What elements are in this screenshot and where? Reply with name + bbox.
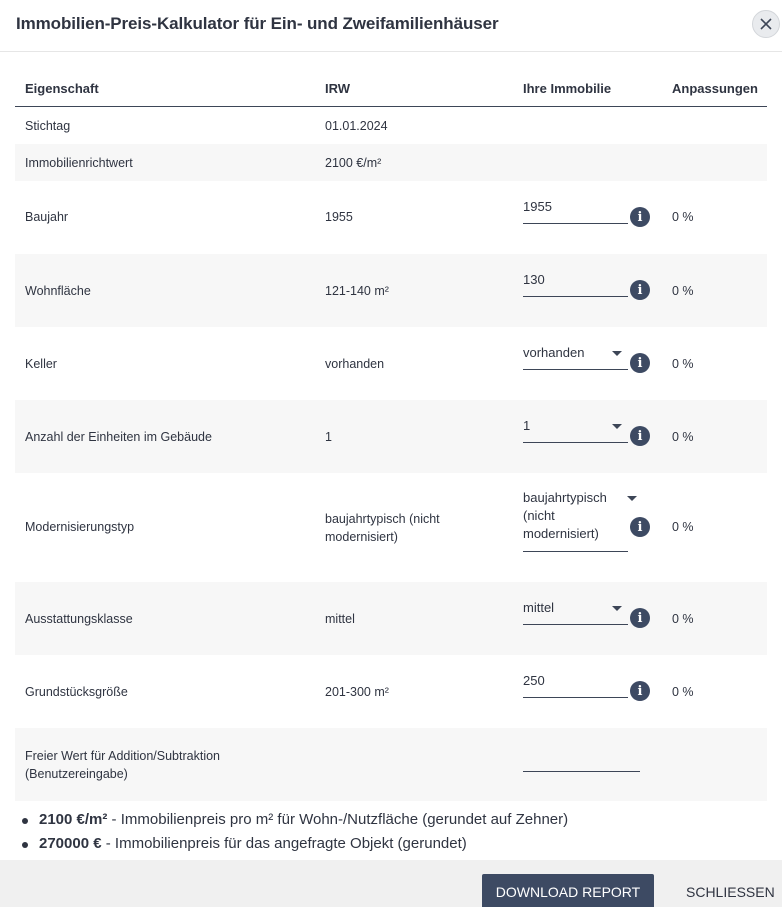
chevron-down-icon: [612, 424, 622, 429]
download-report-button[interactable]: DOWNLOAD REPORT: [482, 874, 654, 907]
adjustment-value: 0 %: [672, 284, 694, 298]
grundstueck-input[interactable]: [523, 672, 628, 698]
irw-value: 121-140 m²: [325, 284, 389, 298]
summary-value: 2100 €/m²: [39, 811, 108, 828]
dialog-footer: [0, 860, 782, 907]
adjustment-value: 0 %: [672, 210, 694, 224]
irw-value: baujahrtypisch (nicht modernisiert): [325, 512, 440, 544]
list-item: [22, 834, 568, 858]
table-header: [15, 70, 767, 107]
property-label: Grundstücksgröße: [25, 685, 128, 699]
info-icon[interactable]: i: [630, 207, 650, 227]
property-label: Freier Wert für Addition/Subtraktion (Benutzereingabe): [25, 749, 220, 781]
property-label: Anzahl der Einheiten im Gebäude: [25, 430, 212, 444]
adjustment-value: 0 %: [672, 357, 694, 371]
info-icon[interactable]: i: [630, 517, 650, 537]
baujahr-input[interactable]: [523, 198, 628, 224]
header-adjustments: Anpassungen: [672, 81, 758, 96]
select-value: 1: [523, 418, 531, 433]
info-icon[interactable]: i: [630, 426, 650, 446]
property-label: Ausstattungsklasse: [25, 612, 133, 626]
header-property: Eigenschaft: [25, 81, 99, 96]
list-item: [22, 810, 568, 834]
table-row: [15, 254, 767, 327]
irw-value: 2100 €/m²: [325, 156, 382, 170]
table-row: [15, 655, 767, 728]
table-row: [15, 728, 767, 801]
price-summary: [22, 810, 568, 858]
property-label: Wohnfläche: [25, 284, 91, 298]
select-value: baujahrtypisch (nicht modernisiert): [523, 490, 607, 541]
adjustment-value: 0 %: [672, 685, 694, 699]
select-value: vorhanden: [523, 345, 585, 360]
wohnflaeche-input[interactable]: [523, 271, 628, 297]
input-value: 1955: [523, 199, 552, 214]
property-label: Baujahr: [25, 210, 69, 224]
property-label: Modernisierungstyp: [25, 520, 135, 534]
header-irw: IRW: [325, 81, 351, 96]
irw-value: mittel: [325, 612, 355, 626]
keller-select[interactable]: [523, 344, 628, 370]
einheiten-select[interactable]: [523, 417, 628, 443]
close-button[interactable]: [752, 10, 780, 38]
modernisierung-select[interactable]: [523, 489, 628, 552]
adjustment-value: 0 %: [672, 612, 694, 626]
close-icon: [760, 18, 772, 30]
summary-value: 270000 €: [39, 835, 102, 852]
dialog-header: [0, 0, 782, 52]
info-icon[interactable]: i: [630, 608, 650, 628]
property-label: Immobilienrichtwert: [25, 156, 133, 170]
chevron-down-icon: [612, 351, 622, 356]
input-value: 250: [523, 673, 545, 688]
info-icon[interactable]: i: [630, 681, 650, 701]
calculator-table: [15, 70, 767, 801]
info-icon[interactable]: i: [630, 353, 650, 373]
table-row: [15, 327, 767, 400]
summary-text: - Immobilienpreis für das angefragte Objekt (gerundet): [101, 835, 467, 852]
irw-value: 1: [325, 430, 332, 444]
irw-value: vorhanden: [325, 357, 385, 371]
table-row: [15, 144, 767, 181]
dialog-title: Immobilien-Preis-Kalkulator für Ein- und Zweifamilienhäuser: [16, 14, 499, 33]
irw-value: 1955: [325, 210, 353, 224]
property-label: Stichtag: [25, 119, 71, 133]
table-row: [15, 473, 767, 582]
close-dialog-button[interactable]: SCHLIESSEN: [686, 884, 775, 900]
ausstattung-select[interactable]: [523, 599, 628, 625]
table-row: [15, 582, 767, 655]
irw-value: 01.01.2024: [325, 119, 388, 133]
info-icon[interactable]: i: [630, 280, 650, 300]
irw-value: 201-300 m²: [325, 685, 389, 699]
free-value-input[interactable]: [523, 752, 640, 772]
chevron-down-icon: [612, 606, 622, 611]
header-your-property: Ihre Immobilie: [523, 81, 612, 96]
table-row: [15, 181, 767, 254]
table-row: [15, 107, 767, 144]
property-label: Keller: [25, 357, 57, 371]
chevron-down-icon: [627, 496, 637, 501]
table-row: [15, 400, 767, 473]
summary-text: - Immobilienpreis pro m² für Wohn-/Nutzfläche (gerundet auf Zehner): [107, 811, 569, 828]
adjustment-value: 0 %: [672, 520, 694, 534]
adjustment-value: 0 %: [672, 430, 694, 444]
select-value: mittel: [523, 600, 555, 615]
input-value: 130: [523, 272, 545, 287]
